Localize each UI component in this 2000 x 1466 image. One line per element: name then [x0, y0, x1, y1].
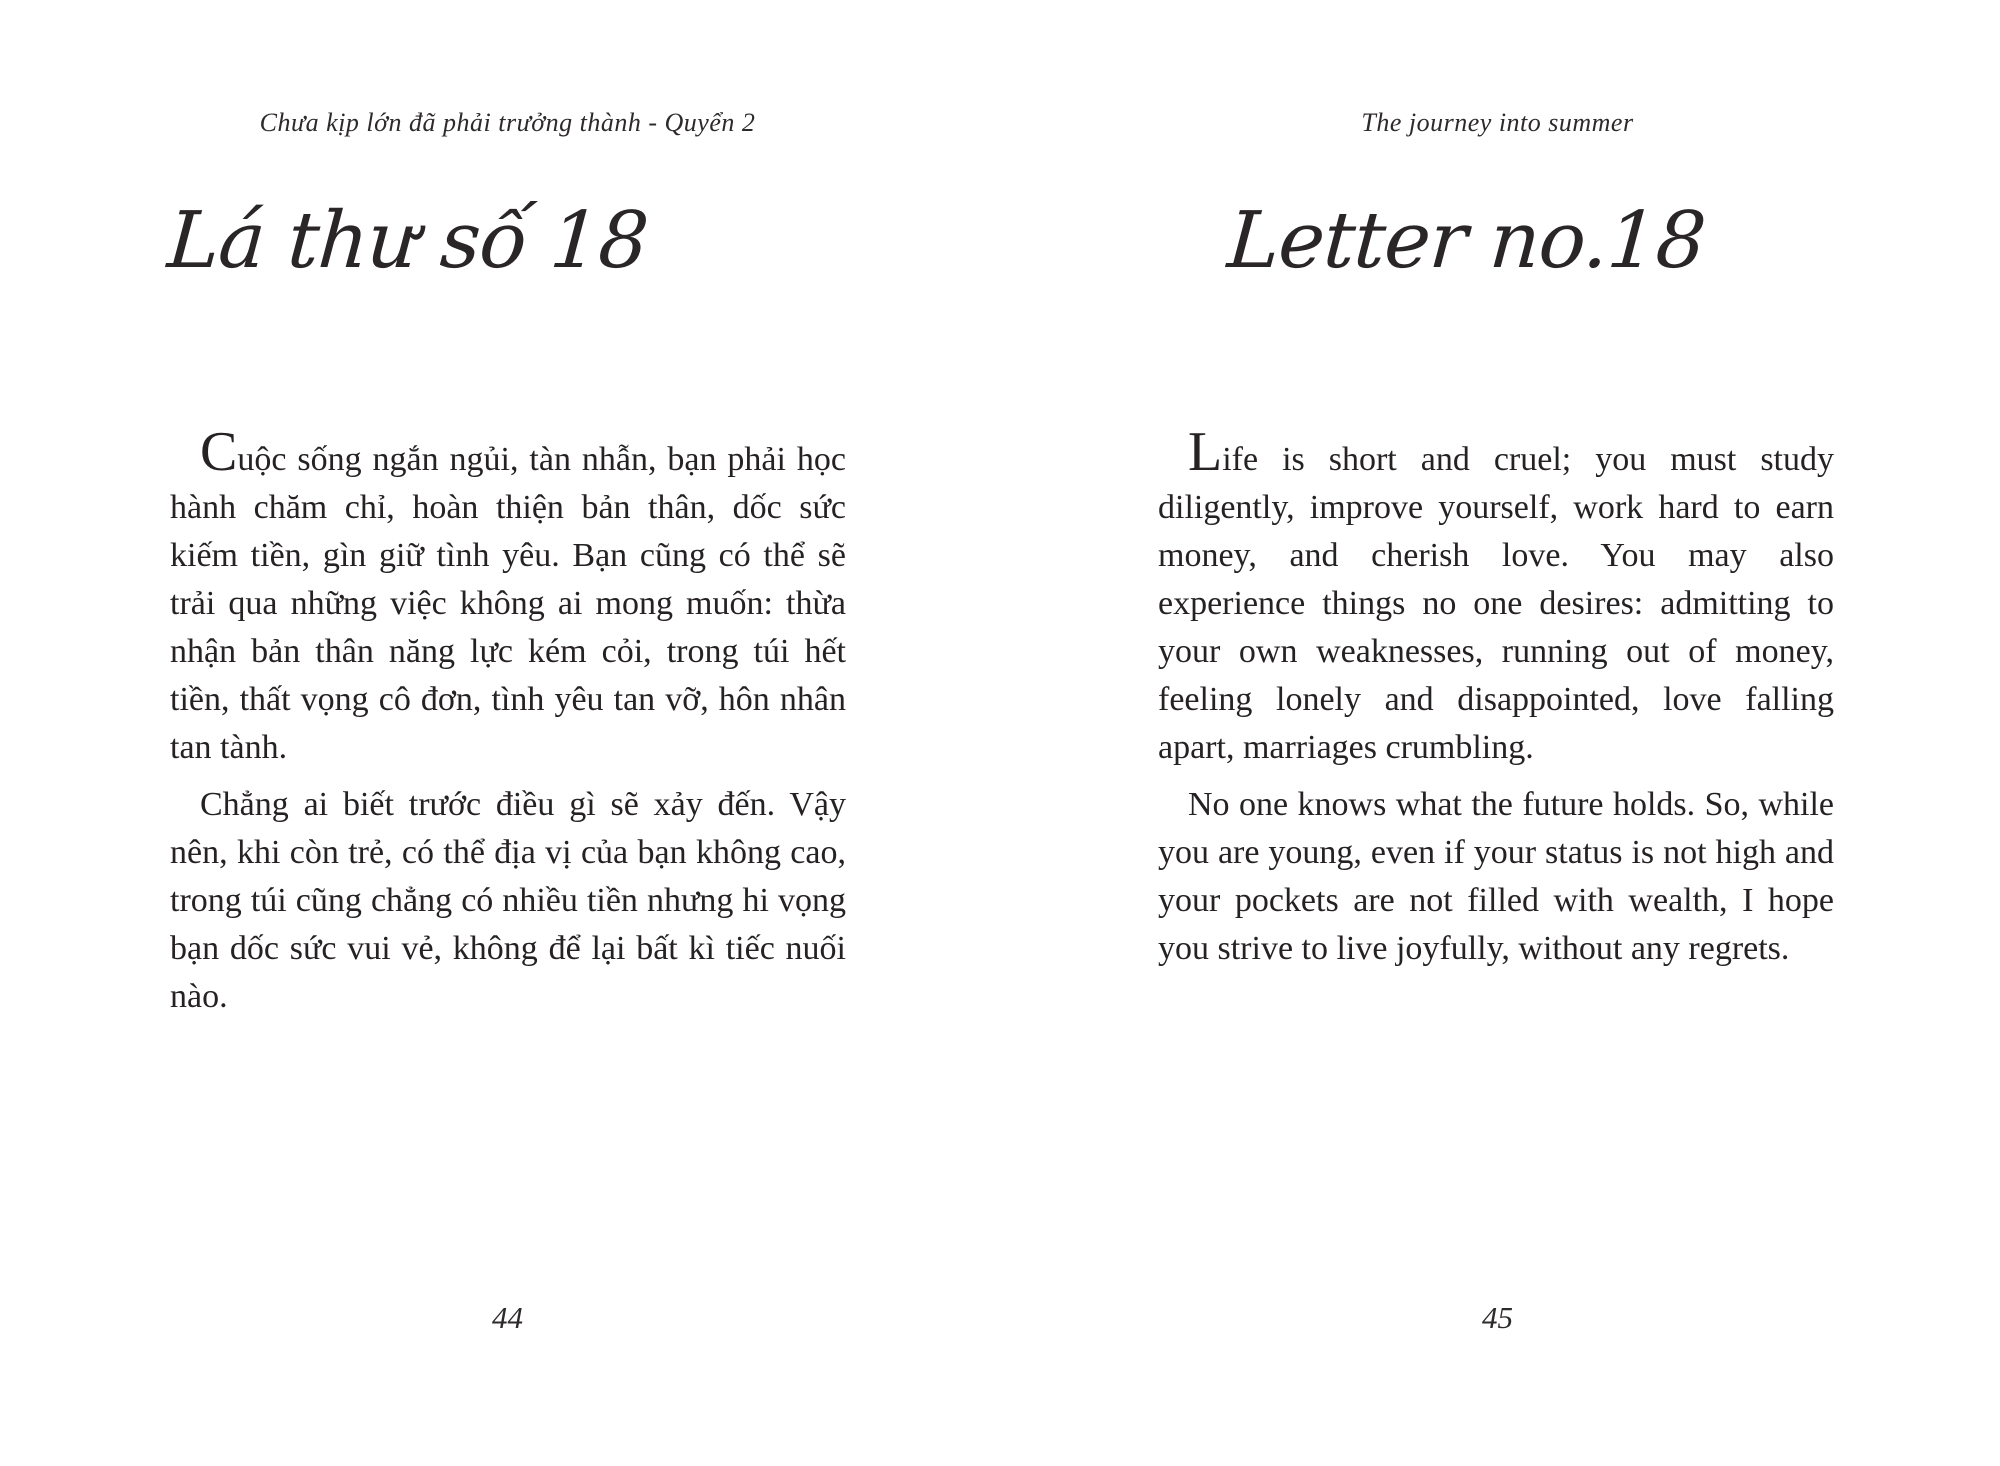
right-running-header: The journey into summer — [1361, 108, 1634, 137]
paragraph — [1158, 781, 1834, 973]
left-body-text — [170, 421, 846, 1021]
right-page-number: 45 — [1482, 1300, 1513, 1335]
paragraph-text: uộc sống ngắn ngủi, tàn nhẫn, bạn phải học hành chăm chỉ, hoàn thiện bản thân, dốc sức kiếm tiền, gìn giữ tình yêu. Bạn cũng có thể sẽ trải qua những việc không ai mong muốn: thừa nhận bản thân năng lực kém cỏi, trong túi hết tiền, thất vọng cô đơn, tình yêu tan vỡ, hôn nhân tan tành. — [170, 441, 846, 766]
paragraph-text: No one knows what the future holds. So, while you are young, even if your status is not high and your pockets are not filled with wealth, I hope you strive to live joyfully, without any regrets. — [1158, 786, 1834, 967]
left-page-number: 44 — [492, 1300, 523, 1335]
right-body-text — [1158, 421, 1834, 973]
left-chapter-title: Lá thư số 18 — [164, 196, 651, 286]
drop-cap: L — [1188, 421, 1223, 483]
paragraph — [1158, 421, 1834, 772]
right-page — [1000, 0, 2000, 1466]
paragraph-text: Chẳng ai biết trước điều gì sẽ xảy đến. Vậy nên, khi còn trẻ, có thể địa vị của bạn không cao, trong túi cũng chẳng có nhiều tiền nhưng hi vọng bạn dốc sức vui vẻ, không để lại bất kì tiếc nuối nào. — [170, 786, 846, 1015]
paragraph — [170, 781, 846, 1021]
left-running-header: Chưa kịp lớn đã phải trưởng thành - Quyển 2 — [259, 108, 756, 137]
paragraph-text: ife is short and cruel; you must study diligently, improve yourself, work hard to earn money, and cherish love. You may also experience things no one desires: admitting to your own weaknesses, running out of money, feeling lonely and disappointed, love falling apart, marriages crumbling. — [1158, 441, 1834, 766]
drop-cap: C — [200, 421, 238, 483]
paragraph — [170, 421, 846, 772]
right-chapter-title: Letter no.18 — [1224, 196, 1708, 286]
